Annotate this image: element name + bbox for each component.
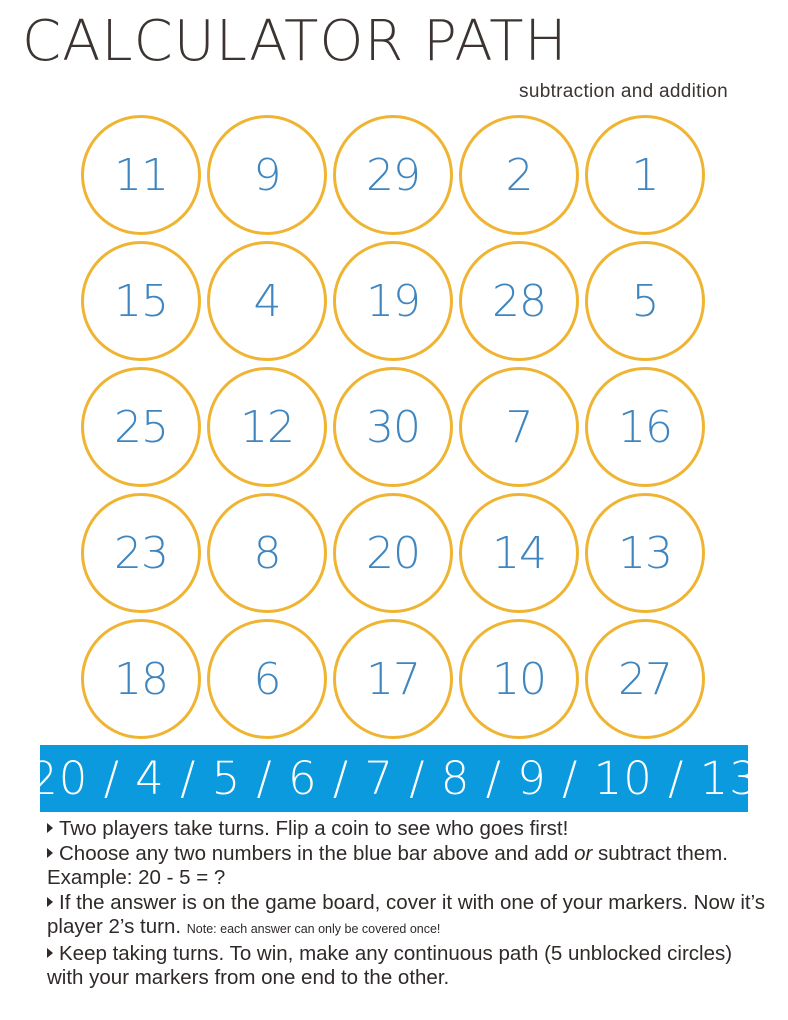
board-circle[interactable] xyxy=(207,241,327,361)
circle-number: 10 xyxy=(492,653,546,705)
board-circle[interactable] xyxy=(81,241,201,361)
circle-number: 7 xyxy=(505,401,533,453)
board-circle[interactable] xyxy=(333,115,453,235)
circle-number: 29 xyxy=(366,149,420,201)
circle-number: 13 xyxy=(618,527,672,579)
rule-text: Two players take turns. Flip a coin to see who goes first! xyxy=(59,817,569,840)
circle-number: 4 xyxy=(253,275,281,327)
rule-text: If the answer is on the game board, cover it with one of your markers. Now it’s player 2’s turn. xyxy=(47,890,766,938)
board-circle[interactable] xyxy=(459,619,579,739)
circle-number: 15 xyxy=(114,275,168,327)
circle-number: 23 xyxy=(114,527,168,579)
rule-item xyxy=(47,891,767,942)
board-circle[interactable] xyxy=(207,367,327,487)
circle-number: 27 xyxy=(618,653,672,705)
board-circle[interactable] xyxy=(81,619,201,739)
rule-item xyxy=(47,842,767,891)
board-circle[interactable] xyxy=(585,115,705,235)
board-circle[interactable] xyxy=(207,115,327,235)
board-circle[interactable] xyxy=(81,493,201,613)
circle-number: 19 xyxy=(366,275,420,327)
board-circle[interactable] xyxy=(459,493,579,613)
circle-number: 2 xyxy=(505,149,533,201)
board-circle[interactable] xyxy=(81,367,201,487)
board-circle[interactable] xyxy=(459,115,579,235)
circle-number: 20 xyxy=(366,527,420,579)
board-circle[interactable] xyxy=(333,493,453,613)
rule-text: Keep taking turns. To win, make any continuous path (5 unblocked circles) with your markers from one end to the other. xyxy=(47,941,733,989)
circle-number: 1 xyxy=(631,149,659,201)
circle-number: 16 xyxy=(618,401,672,453)
circle-number: 5 xyxy=(631,275,659,327)
circle-number: 25 xyxy=(114,401,168,453)
number-bar xyxy=(29,745,759,812)
circle-number: 11 xyxy=(114,149,168,201)
rule-item xyxy=(47,942,767,991)
rule-text: Choose any two numbers in the blue bar above and add xyxy=(59,841,575,865)
circle-number: 28 xyxy=(492,275,546,327)
triangle-right-icon xyxy=(47,897,53,907)
circle-number: 18 xyxy=(114,653,168,705)
board-circle[interactable] xyxy=(585,241,705,361)
triangle-right-icon xyxy=(47,948,53,958)
board-circle[interactable] xyxy=(459,241,579,361)
page-subtitle: subtraction and addition xyxy=(519,81,728,102)
circle-number: 8 xyxy=(253,527,281,579)
board-circle[interactable] xyxy=(207,619,327,739)
circle-number: 17 xyxy=(366,653,420,705)
board-circle[interactable] xyxy=(333,367,453,487)
triangle-right-icon xyxy=(47,823,53,833)
board-circle[interactable] xyxy=(585,367,705,487)
board-circle[interactable] xyxy=(333,619,453,739)
circle-number: 12 xyxy=(240,401,294,453)
rule-emphasis: or xyxy=(574,841,593,865)
circle-number: 14 xyxy=(492,527,546,579)
game-board xyxy=(78,112,712,742)
board-circle[interactable] xyxy=(585,493,705,613)
circle-number: 6 xyxy=(253,653,281,705)
board-circle[interactable] xyxy=(333,241,453,361)
board-circle[interactable] xyxy=(207,493,327,613)
circle-number: 9 xyxy=(253,149,281,201)
board-circle[interactable] xyxy=(459,367,579,487)
triangle-right-icon xyxy=(47,848,53,858)
board-circle[interactable] xyxy=(81,115,201,235)
number-bar-values: 20 / 4 / 5 / 6 / 7 / 8 / 9 / 10 / 13 xyxy=(29,752,759,805)
rule-note: Note: each answer can only be covered once! xyxy=(186,922,441,936)
rule-item xyxy=(47,817,767,842)
board-circle[interactable] xyxy=(585,619,705,739)
rules-list xyxy=(47,817,767,991)
circle-number: 30 xyxy=(366,401,420,453)
rule-text: subtract them. Example: 20 - 5 = ? xyxy=(47,841,728,889)
page-title: CALCULATOR PATH xyxy=(22,9,568,74)
